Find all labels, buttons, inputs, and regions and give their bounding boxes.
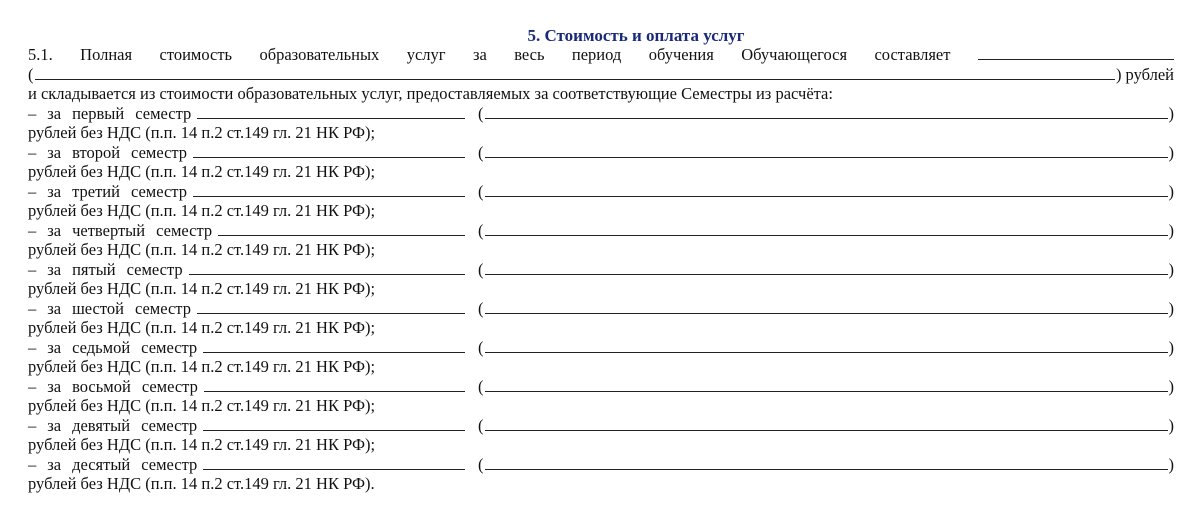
- semester-label-dash: –: [28, 259, 37, 279]
- semester-vat-note: рублей без НДС (п.п. 14 п.2 ст.149 гл. 21 НК РФ);: [28, 162, 376, 181]
- open-paren: (: [478, 454, 484, 474]
- section-title: 5. Стоимость и оплата услуг: [527, 26, 745, 45]
- clause-word: период: [571, 45, 622, 64]
- semester-label-word: семестр: [156, 220, 213, 240]
- semester-list: [28, 104, 1174, 494]
- semester-label-name: девятый: [72, 415, 131, 435]
- semester-label-dash: –: [28, 415, 37, 435]
- semester-label-dash: –: [28, 142, 37, 162]
- semester-label-word: семестр: [141, 376, 198, 396]
- close-paren: ): [1168, 181, 1174, 201]
- semester-label-dash: –: [28, 337, 37, 357]
- close-paren: ): [1168, 337, 1174, 357]
- total-cost-amount-field[interactable]: [978, 45, 1174, 60]
- semester-label-name: шестой: [72, 298, 124, 318]
- total-cost-words-field[interactable]: [35, 65, 1115, 80]
- semester-words-field[interactable]: [485, 455, 1168, 470]
- semester-vat-note: рублей без НДС (п.п. 14 п.2 ст.149 гл. 21 НК РФ);: [28, 123, 376, 142]
- close-paren: ): [1168, 376, 1174, 396]
- semester-label-name: десятый: [72, 454, 131, 474]
- semester-label: [28, 143, 187, 163]
- semester-label: [28, 455, 197, 475]
- clause-word: Обучающегося: [741, 45, 848, 64]
- open-paren: (: [478, 142, 484, 162]
- semester-vat-note: рублей без НДС (п.п. 14 п.2 ст.149 гл. 21 НК РФ);: [28, 201, 376, 220]
- open-paren: (: [478, 415, 484, 435]
- clause-word: Полная: [80, 45, 133, 64]
- semester-vat-note: рублей без НДС (п.п. 14 п.2 ст.149 гл. 21 НК РФ);: [28, 240, 376, 259]
- semester-label: [28, 416, 197, 436]
- semester-words-field[interactable]: [485, 377, 1168, 392]
- semester-label-dash: –: [28, 376, 37, 396]
- semester-label-za: за: [47, 415, 62, 435]
- semester-amount-words: [478, 299, 1174, 319]
- semester-label: [28, 260, 183, 280]
- semester-label-name: четвертый: [72, 220, 146, 240]
- semester-label-word: семестр: [141, 337, 198, 357]
- semester-amount-field[interactable]: [218, 221, 465, 236]
- semester-label-dash: –: [28, 220, 37, 240]
- semester-amount-words: [478, 104, 1174, 124]
- close-paren: ): [1168, 142, 1174, 162]
- semester-vat-note: рублей без НДС (п.п. 14 п.2 ст.149 гл. 21 НК РФ);: [28, 396, 376, 415]
- close-paren: ): [1168, 454, 1174, 474]
- open-paren: (: [478, 181, 484, 201]
- semester-label-name: первый: [72, 103, 125, 123]
- semester-label-dash: –: [28, 103, 37, 123]
- semester-amount-field[interactable]: [189, 260, 465, 275]
- semester-label-name: третий: [72, 181, 120, 201]
- open-paren: (: [478, 259, 484, 279]
- semester-vat-note: рублей без НДС (п.п. 14 п.2 ст.149 гл. 21 НК РФ);: [28, 279, 376, 298]
- semester-label: [28, 377, 198, 397]
- close-paren: ): [1168, 103, 1174, 123]
- semester-words-field[interactable]: [485, 182, 1168, 197]
- semester-row: [28, 182, 1174, 202]
- semester-row: [28, 416, 1174, 436]
- semester-label-name: восьмой: [72, 376, 131, 396]
- semester-amount-words: [478, 182, 1174, 202]
- clause-word: за: [472, 45, 487, 64]
- close-paren-rubles: ) рублей: [1115, 64, 1174, 84]
- semester-label-za: за: [47, 298, 62, 318]
- open-paren: (: [478, 337, 484, 357]
- clause-word: весь: [514, 45, 545, 64]
- semester-label-word: семестр: [126, 259, 183, 279]
- open-paren: (: [478, 103, 484, 123]
- semester-amount-words: [478, 260, 1174, 280]
- document-page: [28, 26, 1174, 494]
- semester-label-word: семестр: [141, 454, 198, 474]
- semester-row: [28, 104, 1174, 124]
- semester-label-name: второй: [72, 142, 121, 162]
- semester-label-za: за: [47, 181, 62, 201]
- semester-amount-field[interactable]: [193, 143, 465, 158]
- clause-word: обучения: [648, 45, 714, 64]
- semester-amount-words: [478, 377, 1174, 397]
- semester-words-field[interactable]: [485, 104, 1168, 119]
- semester-label-word: семестр: [134, 298, 191, 318]
- semester-label: [28, 221, 212, 241]
- clause-word: 5.1.: [28, 45, 53, 64]
- semester-label: [28, 182, 187, 202]
- semester-row: [28, 143, 1174, 163]
- semester-amount-field[interactable]: [204, 377, 465, 392]
- semester-label-word: семестр: [141, 415, 198, 435]
- close-paren: ): [1168, 415, 1174, 435]
- clause-word: составляет: [874, 45, 951, 64]
- semester-row: [28, 377, 1174, 397]
- semester-row: [28, 260, 1174, 280]
- semester-vat-note: рублей без НДС (п.п. 14 п.2 ст.149 гл. 21 НК РФ).: [28, 474, 375, 493]
- semester-words-field[interactable]: [485, 416, 1168, 431]
- semester-amount-field[interactable]: [197, 299, 465, 314]
- semester-label-word: семестр: [131, 142, 188, 162]
- semester-label-dash: –: [28, 454, 37, 474]
- semester-label: [28, 338, 197, 358]
- semester-amount-words: [478, 143, 1174, 163]
- open-paren: (: [478, 298, 484, 318]
- semester-label-za: за: [47, 220, 62, 240]
- semester-label-word: семестр: [135, 103, 192, 123]
- close-paren: ): [1168, 298, 1174, 318]
- semester-words-field[interactable]: [485, 143, 1168, 158]
- semester-label-word: семестр: [130, 181, 187, 201]
- open-paren: (: [478, 376, 484, 396]
- semester-label-za: за: [47, 142, 62, 162]
- semester-amount-field[interactable]: [203, 455, 465, 470]
- clause-word: стоимость: [159, 45, 233, 64]
- semester-amount-field[interactable]: [193, 182, 465, 197]
- semester-amount-field[interactable]: [197, 104, 465, 119]
- semester-label-za: за: [47, 376, 62, 396]
- semester-vat-note: рублей без НДС (п.п. 14 п.2 ст.149 гл. 21 НК РФ);: [28, 357, 376, 376]
- semester-amount-words: [478, 338, 1174, 358]
- close-paren: ): [1168, 220, 1174, 240]
- open-paren: (: [478, 220, 484, 240]
- semester-amount-field[interactable]: [203, 338, 465, 353]
- clause-word: образовательных: [259, 45, 380, 64]
- semester-label: [28, 299, 191, 319]
- semester-words-field[interactable]: [485, 299, 1168, 314]
- semester-row: [28, 338, 1174, 358]
- semester-row: [28, 299, 1174, 319]
- close-paren: ): [1168, 259, 1174, 279]
- semester-label-za: за: [47, 454, 62, 474]
- clause-word: услуг: [406, 45, 446, 64]
- semester-label-za: за: [47, 337, 62, 357]
- clause-5-1-first-line: [28, 45, 1174, 65]
- semester-vat-note: рублей без НДС (п.п. 14 п.2 ст.149 гл. 21 НК РФ);: [28, 435, 376, 454]
- semester-label-name: седьмой: [72, 337, 131, 357]
- clause-5-1-continuation: и складывается из стоимости образовательных услуг, предоставляемых за соответствующие Семестры из расчёта:: [28, 84, 833, 103]
- semester-words-field[interactable]: [485, 260, 1168, 275]
- semester-label-name: пятый: [72, 259, 116, 279]
- semester-label-za: за: [47, 103, 62, 123]
- semester-amount-words: [478, 221, 1174, 241]
- semester-vat-note: рублей без НДС (п.п. 14 п.2 ст.149 гл. 21 НК РФ);: [28, 318, 376, 337]
- semester-label-dash: –: [28, 298, 37, 318]
- semester-row: [28, 455, 1174, 475]
- semester-label-za: за: [47, 259, 62, 279]
- open-paren: (: [28, 64, 34, 84]
- semester-words-field[interactable]: [485, 221, 1168, 236]
- semester-amount-words: [478, 455, 1174, 475]
- semester-amount-words: [478, 416, 1174, 436]
- clause-5-1-second-line: [28, 65, 1174, 85]
- semester-row: [28, 221, 1174, 241]
- semester-label-dash: –: [28, 181, 37, 201]
- semester-words-field[interactable]: [485, 338, 1168, 353]
- semester-amount-field[interactable]: [203, 416, 465, 431]
- semester-label: [28, 104, 191, 124]
